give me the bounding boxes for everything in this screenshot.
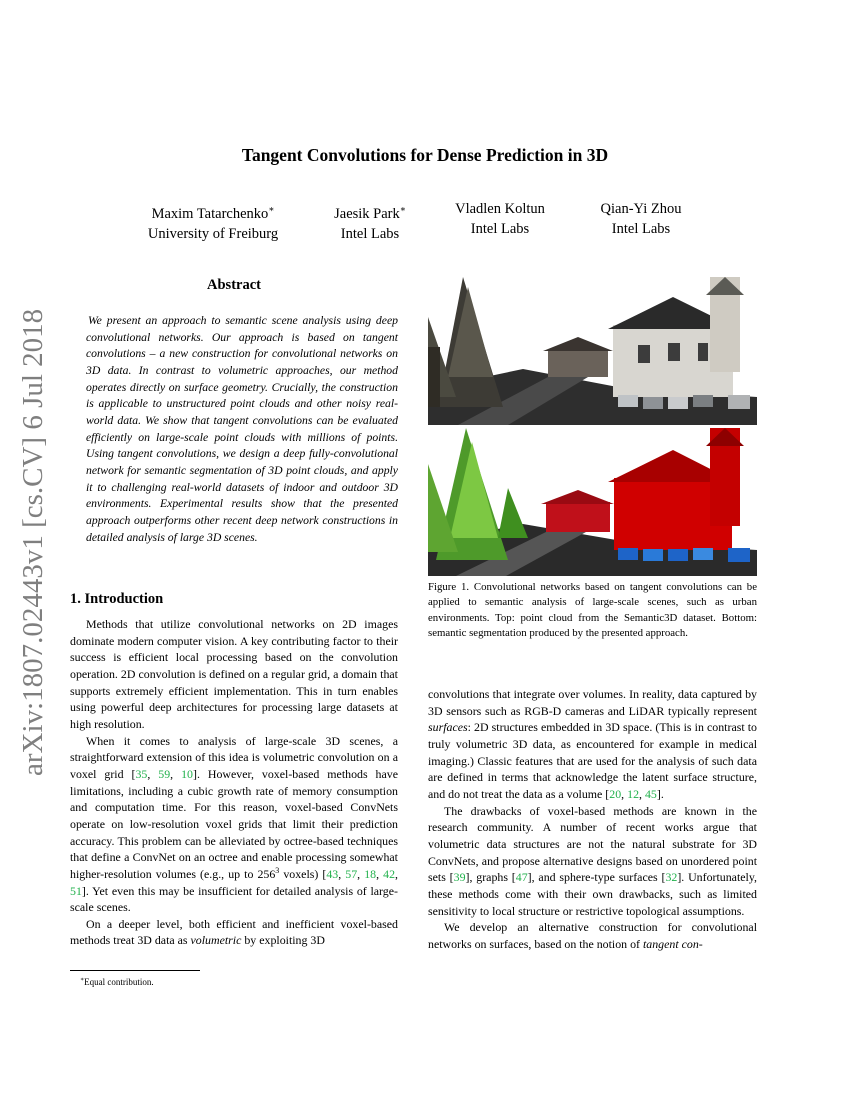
right-paragraph-2: The drawbacks of voxel-based methods are known in the research community. A number of recent works argue that volumetric data structures are not the natural substrate for 3D ConvNets, and propose alternative designs based on unordered point sets [39], graphs [47], and sphere-type surfaces [32]. Unfortunately, these methods come with their own drawbacks, such as limited sensitivity to local structure or restrictive topological assumptions.: [428, 803, 757, 918]
right-paragraph-3: We develop an alternative construction for convolutional networks on surfaces, based on the notion of tangent con-: [428, 920, 757, 951]
citation-link[interactable]: 45: [644, 786, 657, 801]
citation-link[interactable]: 32: [665, 870, 678, 885]
citation-link[interactable]: 10: [181, 766, 193, 781]
citation-link[interactable]: 43: [326, 866, 339, 881]
figure-1-caption: Figure 1. Convolutional networks based on tangent convolutions can be applied to semantic analysis of large-scale scenes, such as urban environments. Top: point cloud from the Semantic3D dataset. Bottom: semantic segmentation produced by the presented approach.: [428, 581, 757, 639]
right-paragraph-1: convolutions that integrate over volumes. In reality, data captured by 3D sensors such as RGB-D cameras and LiDAR typically represent surfaces: 2D structures embedded in 3D space. (This is in contrast to truly volumetric 3D data, as encountered for example in medical imaging.) Classic features that are used for the analysis of such data are defined in terms that acknowledge the latent surface structure, and do not treat the data as a volume [20, 12, 45].: [428, 687, 757, 801]
figure-1-segmentation-image: [428, 428, 757, 576]
citation-link[interactable]: 35: [135, 766, 148, 781]
citation-link[interactable]: 18: [364, 866, 377, 881]
equal-contribution-mark: ∗: [268, 204, 275, 214]
author-affiliation: Intel Labs: [340, 225, 400, 242]
abstract-heading: Abstract: [207, 277, 261, 293]
citation-link[interactable]: 59: [158, 766, 171, 781]
right-column-body: [428, 686, 757, 953]
citation-link[interactable]: 51: [70, 883, 82, 898]
intro-paragraph-3: On a deeper level, both efficient and inefficient voxel-based methods treat 3D data as volumetric by exploiting 3D: [70, 916, 398, 948]
citation-link[interactable]: 39: [453, 870, 466, 885]
author-2: [318, 199, 422, 244]
intro-paragraph-2: When it comes to analysis of large-scale 3D scenes, a straightforward extension of this idea is volumetric convolution on a voxel grid [35, 59, 10]. However, voxel-based methods have limitations, including a cubic growth rate of memory consumption and computation time. For this reason, voxel-based ConvNets operate on low-resolution voxel grids that limit their prediction accuracy. This problem can be alleviated by octree-based techniques that define a ConvNet on an octree and enable processing somewhat higher-resolution volumes (e.g., up to $256^3$ voxels) [43, 57, 18, 42, 51]. Yet even this may be insufficient for detailed analysis of large-scale scenes.: [70, 733, 398, 915]
author-4: [590, 199, 692, 239]
figure-1-pointcloud-image: [428, 277, 757, 425]
intro-paragraph-1: Methods that utilize convolutional networks on 2D images dominate modern computer vision. A key contributing factor to their success is efficient local processing based on the convolution operation. 2D convolution is defined on a regular grid, a domain that supports extremely efficient implementation. This in turn enables using powerful deep architectures for processing large datasets at high resolution.: [70, 617, 398, 731]
author-name: Vladlen Koltun: [455, 201, 545, 217]
footnote-rule: [70, 970, 200, 971]
citation-link[interactable]: 47: [515, 870, 528, 885]
abstract-text: We present an approach to semantic scene analysis using deep convolutional networks. Our approach is based on tangent convolutions – a new construction for convolutional networks on 3D data. In contrast to volumetric approaches, our method operates directly on surface geometry. Crucially, the construction is applicable to unstructured point clouds and other noisy real-world data. We show that tangent convolutions can be evaluated efficiently on large-scale point clouds with millions of points. Using tangent convolutions, we design a deep fully-convolutional network for semantic segmentation of 3D point clouds, and apply it to challenging real-world datasets of indoor and outdoor 3D environments. Experimental results show that the presented approach outperforms other recent deep network constructions in detailed analysis of large 3D scenes.: [86, 314, 398, 544]
author-name: Maxim Tatarchenko: [151, 205, 269, 222]
author-affiliation: Intel Labs: [470, 221, 530, 237]
author-1: [138, 199, 288, 244]
citation-link[interactable]: 57: [345, 866, 358, 881]
citation-link[interactable]: 20: [609, 786, 622, 801]
author-affiliation: Intel Labs: [611, 221, 671, 237]
section-heading-introduction: 1. Introduction: [70, 591, 164, 607]
author-3: [446, 199, 554, 239]
left-column-body: [70, 616, 398, 949]
citation-link[interactable]: 12: [627, 786, 640, 801]
arxiv-stamp: arXiv:1807.02443v1 [cs.CV] 6 Jul 2018: [17, 308, 49, 776]
exponent: 3: [275, 865, 280, 875]
paper-title: Tangent Convolutions for Dense Prediction in 3D: [241, 145, 609, 165]
footnote: ∗Equal contribution.: [80, 977, 154, 987]
author-name: Qian-Yi Zhou: [600, 201, 682, 217]
author-affiliation: University of Freiburg: [147, 225, 279, 242]
equal-contribution-mark: ∗: [399, 204, 406, 214]
citation-link[interactable]: 42: [383, 866, 396, 881]
author-name: Jaesik Park: [334, 205, 400, 222]
